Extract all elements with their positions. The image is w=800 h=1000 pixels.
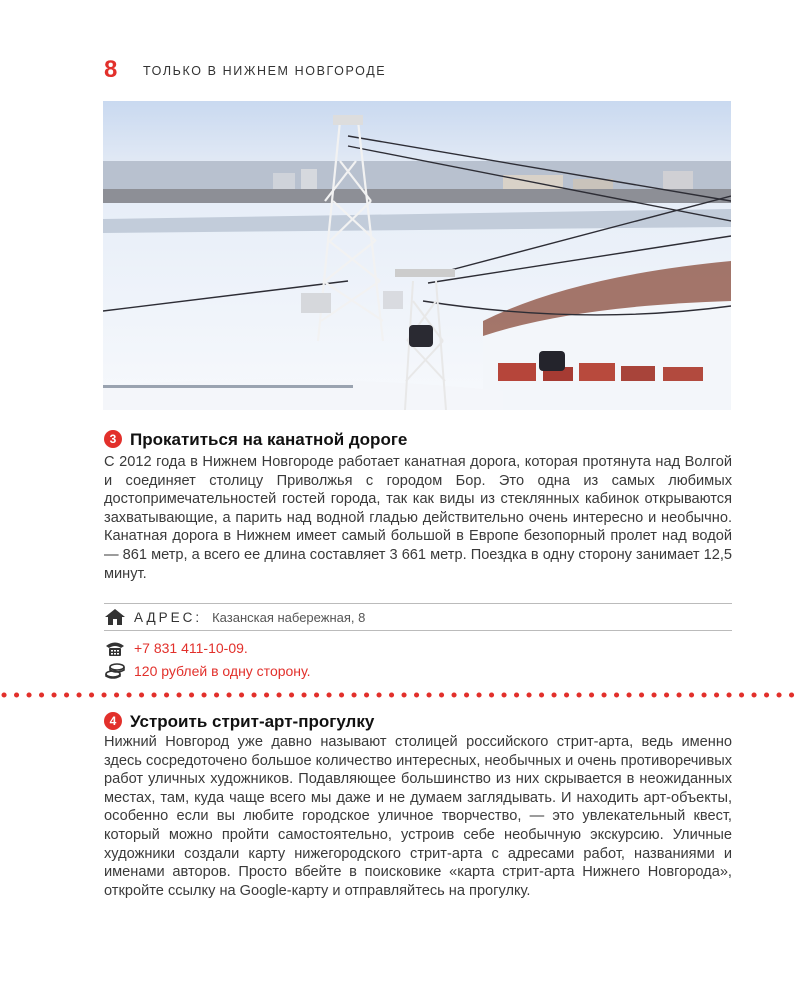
phone-number[interactable]: +7 831 411-10-09. — [134, 640, 248, 656]
section-4-number-badge: 4 — [104, 712, 122, 730]
running-title: ТОЛЬКО В НИЖНЕМ НОВГОРОДЕ — [143, 64, 387, 78]
address-row — [104, 607, 365, 627]
dotted-divider — [0, 690, 800, 700]
address-label: АДРЕС: — [134, 609, 203, 625]
section-3-text: С 2012 года в Нижнем Новгороде работает канатная дорога, которая протянута над Волгой и соединяет столицу Приволжья с городом Бор. Это одна из самых любимых достопримечательностей гостей города, так как виды из стеклянных кабинок открываются захватывающие, а парить над водной гладью действительно очень интересно и необычно. Канатная дорога в Нижнем имеет самый большой в Европе безопорный пролет над водой — 861 метр, а всего ее длина составляет 3 661 метр. Поездка в одну сторону занимает 12,5 минут. — [104, 454, 732, 582]
section-3-number-badge: 3 — [104, 430, 122, 448]
divider-rule — [104, 630, 732, 631]
divider-rule — [104, 603, 732, 604]
cable-car-photo — [103, 101, 731, 410]
address-value: Казанская набережная, 8 — [212, 609, 366, 625]
phone-row — [104, 638, 248, 658]
section-4-heading — [104, 712, 374, 732]
price-text: 120 рублей в одну сторону. — [134, 663, 311, 679]
coins-icon — [104, 661, 130, 681]
price-row — [104, 661, 311, 681]
section-3-heading — [104, 430, 407, 450]
page-number: 8 — [104, 56, 118, 83]
home-icon — [104, 607, 130, 627]
section-4-text: Нижний Новгород уже давно называют столицей российского стрит-арта, ведь именно здесь сосредоточено большое количество интересных, необычных и очень противоречивых работ уличных художников. Подавляющее большинство из них скрывается в неожиданных местах, там, куда чаще всего мы даже и не думаем заглядывать. И находить арт-объекты, особенно если вы любите городское уличное творчество, — это увлекательный квест, который можно пройти самостоятельно, устроив себе необычную экскурсию. Уличные художники создали карту нижегородского стрит-арта с адресами работ, названиями и именами авторов. Просто вбейте в поисковике «карта стрит-арта Нижнего Новгорода», откройте ссылку на Google-карту и отправляйтесь на прогулку. — [104, 734, 732, 899]
section-3-title: Прокатиться на канатной дороге — [130, 430, 408, 449]
section-4-title: Устроить стрит-арт-прогулку — [130, 712, 375, 731]
phone-icon — [104, 638, 130, 658]
